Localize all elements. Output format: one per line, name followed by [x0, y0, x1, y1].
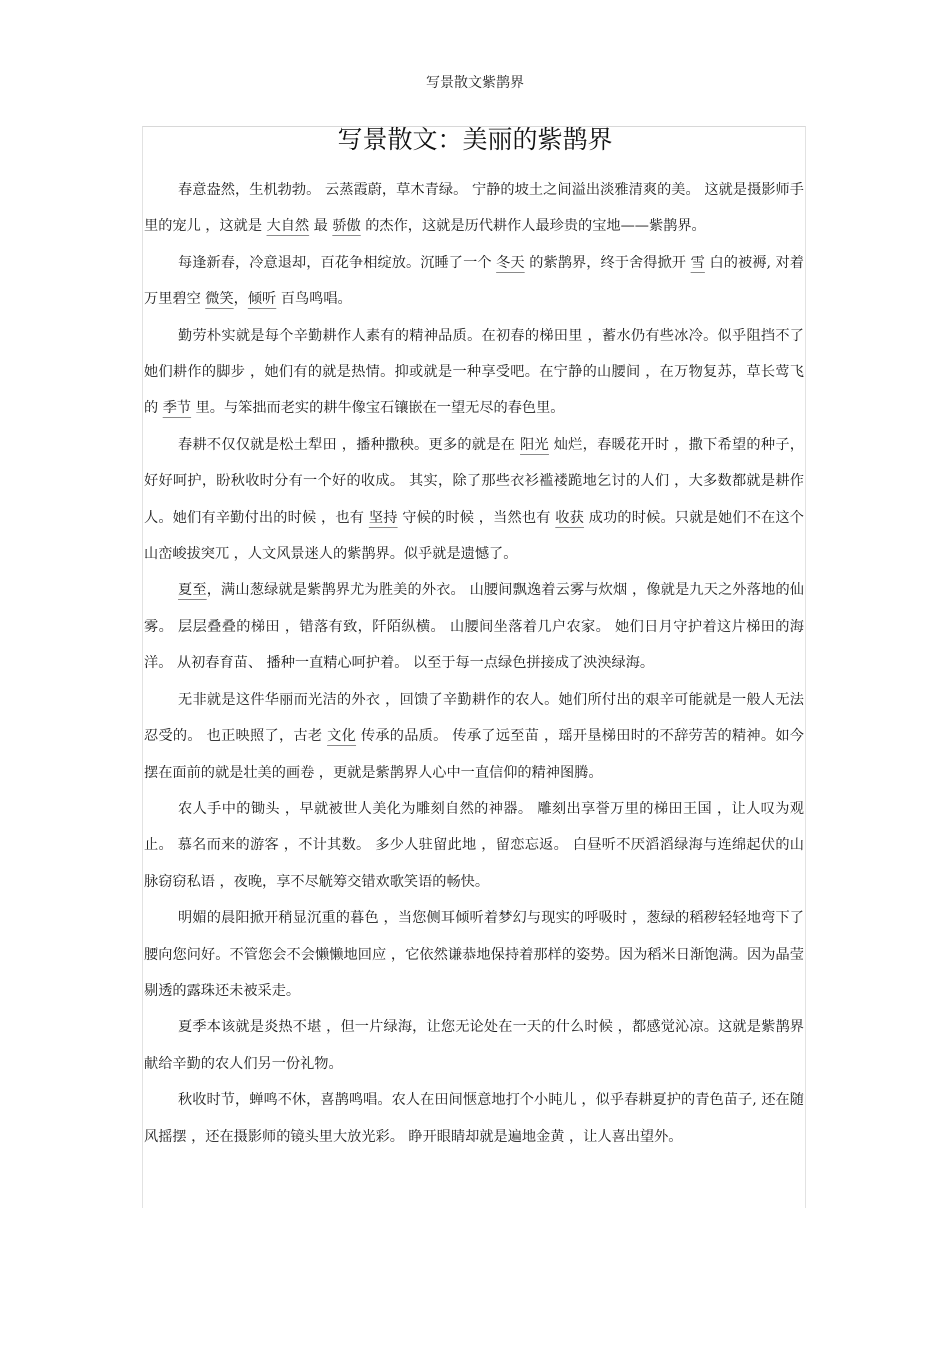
paragraph-text: 里。与笨拙而老实的耕牛像宝石镶嵌在一望无尽的春色里。: [191, 400, 565, 417]
underlined-word: 冬天: [496, 254, 525, 271]
article-paragraph: [144, 427, 804, 573]
paragraph-text: 春耕不仅仅就是松土犁田 ，播种撒秧。更多的就是在: [178, 436, 521, 453]
underlined-word: 雪: [690, 254, 705, 271]
underlined-word: 微笑: [205, 291, 234, 308]
paragraph-text: 白的被褥, 对着万里碧空: [144, 254, 804, 308]
paragraph-text: 无非就是这件华丽而光洁的外衣 ，回馈了辛勤耕作的农人。她们所付出的艰辛可能就是一般人无法忍受的。 也正映照了，古老: [144, 691, 804, 745]
paragraph-text: 百鸟鸣唱。: [276, 291, 352, 308]
paragraph-text: 的杰作，这就是历代耕作人最珍贵的宝地——紫鹊界。: [360, 218, 706, 235]
paragraph-text: 灿烂，春暖花开时 ，撒下希望的种子，好好呵护，盼秋收时分有一个好的收成。 其实，除了那些衣衫褴褛跪地乞讨的人们 ，大多数都就是耕作人。她们有辛勤付出的时候 ，也有: [144, 436, 804, 526]
paragraph-text: 夏季本该就是炎热不堪 ，但一片绿海，让您无论处在一天的什么时候 ，都感觉沁凉。这就是紫鹊界献给辛勤的农人们另一份礼物。: [144, 1019, 804, 1072]
underlined-word: 夏至: [178, 582, 207, 599]
underlined-word: 坚持: [368, 509, 398, 526]
article-paragraph: [144, 791, 804, 900]
paragraph-text: 每逢新春，冷意退却，百花争相绽放。沉睡了一个: [178, 254, 497, 271]
paragraph-text: 传承的品质。 传承了远至苗 ，瑶开垦梯田时的不辞劳苦的精神。如今摆在面前的就是壮美的画卷 ，更就是紫鹊界人心中一直信仰的精神图腾。: [144, 728, 804, 781]
paragraph-text: 勤劳朴实就是每个辛勤耕作人素有的精神品质。在初春的梯田里 ，蓄水仍有些冰冷。似乎阻挡不了她们耕作的脚步 ，她们有的就是热情。抑或就是一种享受吧。在宁静的山腰间 ，在万物复苏，草长莺飞的: [144, 327, 804, 417]
underlined-word: 季节: [162, 400, 192, 417]
article-paragraph: [144, 1009, 804, 1082]
paragraph-text: 守候的时候 ，当然也有: [397, 509, 556, 526]
paragraph-text: 农人手中的锄头 ，早就被世人美化为雕刻自然的神器。 雕刻出享誉万里的梯田王国 ，让人叹为观止。 慕名而来的游客 ，不计其数。 多少人驻留此地 ，留恋忘返。 白昼听不厌滔滔绿海与连绵起伏的山脉窃窃私语 ，夜晚，享不尽觥筹交错欢歌笑语的畅快。: [144, 800, 804, 890]
article-paragraph: [144, 1082, 804, 1155]
article-paragraph: [144, 900, 804, 1009]
underlined-word: 倾听: [247, 291, 277, 308]
article-paragraph: [144, 682, 804, 791]
underlined-word: 文化: [327, 728, 357, 745]
paragraph-text: 明媚的晨阳掀开稍显沉重的暮色 ，当您侧耳倾听着梦幻与现实的呼吸时 ，葱绿的稻秽轻轻地弯下了腰向您问好。不管您会不会懒懒地回应 ，它依然谦恭地保持着那样的姿势。因为稻米日渐饱满。因为晶莹剔透的露珠还未被采走。: [144, 910, 804, 999]
article-paragraph: [144, 245, 804, 318]
paragraph-text: 成功的时候。只就是她们不在这个山峦峻拔突兀 ，人文风景迷人的紫鹊界。似乎就是遗憾了。: [144, 509, 804, 563]
running-header: 写景散文紫鹊界: [426, 75, 524, 91]
paragraph-text: 的紫鹊界，终于舍得掀开: [524, 254, 691, 271]
article-paragraph: [144, 572, 804, 681]
underlined-word: 收获: [555, 509, 585, 526]
underlined-word: 骄傲: [332, 218, 361, 235]
paragraph-text: ，: [233, 291, 248, 308]
article-title: 写景散文：美丽的紫鹊界: [337, 125, 613, 154]
paragraph-text: 秋收时节，蝉鸣不休，喜鹊鸣唱。农人在田间惬意地打个小盹儿 ，似乎春耕夏护的青色苗子, 还在随风摇摆 ，还在摄影师的镜头里大放光彩。 睁开眼睛却就是遍地金黄 ，让人喜出望外。: [144, 1092, 804, 1145]
paragraph-text: ，满山葱绿就是紫鹊界尤为胜美的外衣。 山腰间飘逸着云雾与炊烟 ，像就是九天之外落地的仙雾。 层层叠叠的梯田 ，错落有致，阡陌纵横。 山腰间坐落着几户农家。 她们日月守护着这片梯田的海洋。 从初春育苗、 播种一直精心呵护着。 以至于每一点绿色拼接成了泱泱绿海。: [144, 582, 804, 672]
paragraph-text: 最: [309, 218, 333, 235]
paragraph-text: 春意盎然，生机勃勃。 云蒸霞蔚，草木青绿。 宁静的坡土之间溢出淡雅清爽的美。 这就是摄影师手里的宠儿 ，这就是: [144, 182, 804, 235]
article-body: [144, 172, 804, 1155]
article-paragraph: [144, 318, 804, 427]
underlined-word: 大自然: [266, 218, 310, 235]
article-paragraph: [144, 172, 804, 245]
underlined-word: 阳光: [520, 436, 549, 453]
